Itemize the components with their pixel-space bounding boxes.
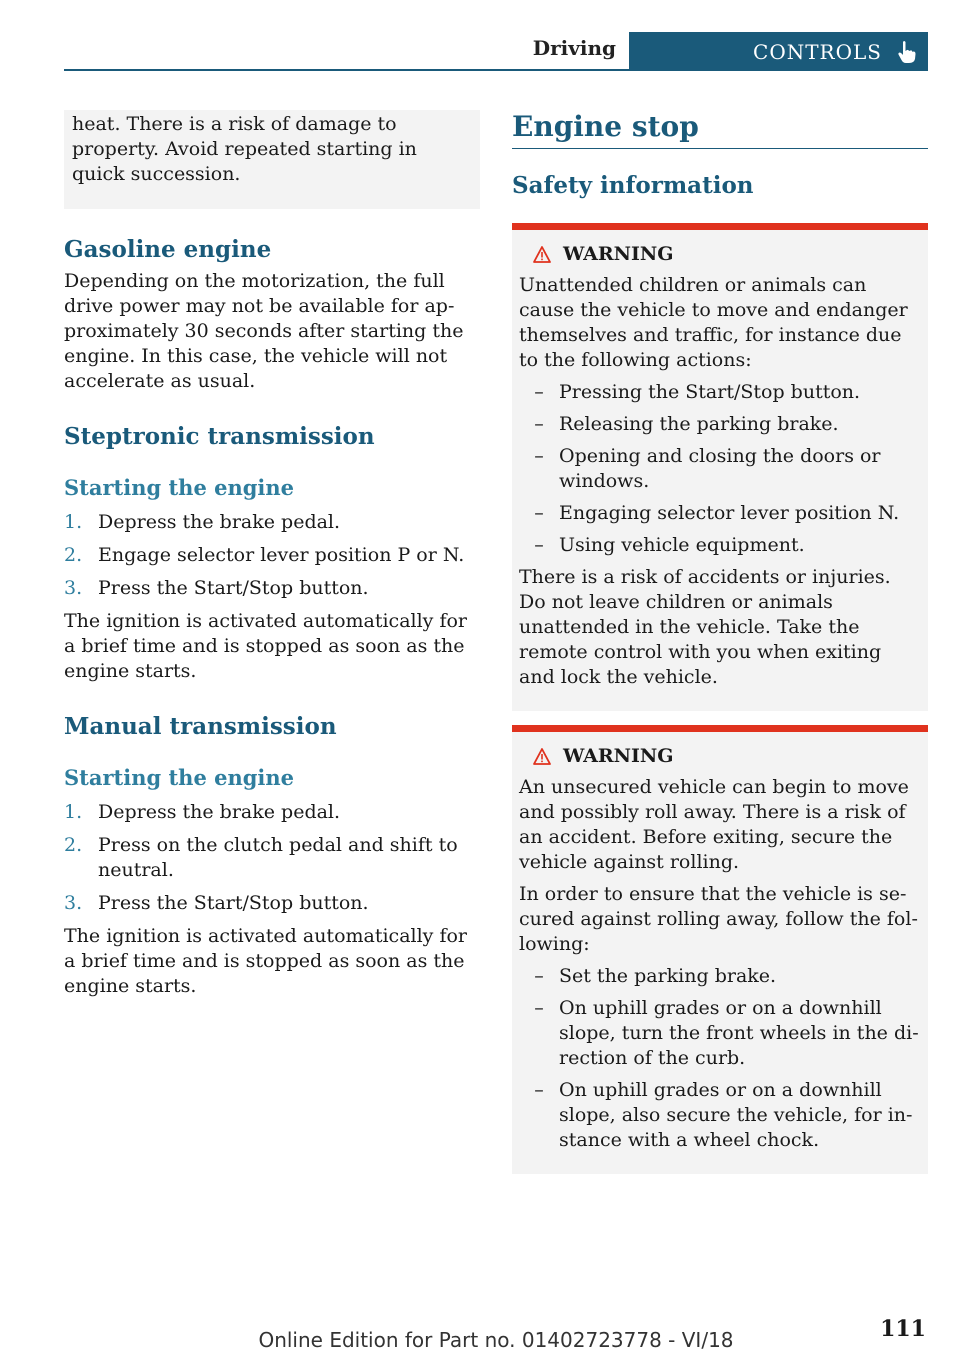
- warning-header: [519, 242, 921, 267]
- warning-list: [519, 380, 921, 558]
- warning-triangle-icon: [533, 748, 551, 765]
- steptronic-heading: Steptronic transmission: [64, 423, 375, 450]
- list-item: – Pressing the Start/Stop button.: [534, 381, 861, 403]
- list-item: – Engaging selector lever position N.: [534, 502, 900, 524]
- note-text: heat. There is a risk of damage to property. Avoid repeated starting in quick succession.: [72, 113, 417, 185]
- steptronic-after: The ignition is activated automatically for a brief time and is stopped as soon as the engine starts.: [64, 610, 468, 682]
- list-item-text: Set the parking brake.: [559, 965, 777, 987]
- manual-subheading: Starting the engine: [64, 765, 295, 790]
- warning-box: [512, 725, 928, 1174]
- warning-header: [519, 744, 921, 769]
- step-text: Press on the clutch pedal and shift to neutral.: [98, 834, 458, 881]
- steptronic-steps: [64, 510, 480, 601]
- page-title: Engine stop: [512, 110, 699, 143]
- list-item-text: On uphill grades or on a downhill slope, also secure the vehicle, for instance with a wheel chock.: [559, 1079, 913, 1151]
- warning-box: [512, 223, 928, 711]
- list-item-text: Engaging selector lever position N.: [559, 502, 900, 524]
- list-item-text: Releasing the parking brake.: [559, 413, 839, 435]
- chapter-tab: [629, 32, 928, 71]
- warning-label: WARNING: [563, 243, 674, 265]
- step-number: 1.: [64, 511, 83, 533]
- manual-after: The ignition is activated automatically for a brief time and is stopped as soon as the engine starts.: [64, 925, 468, 997]
- warning-label: WARNING: [563, 745, 674, 767]
- list-item: [64, 576, 480, 601]
- list-item: – Using vehicle equipment.: [534, 534, 805, 556]
- step-number: 2.: [64, 544, 83, 566]
- step-number: 3.: [64, 892, 83, 914]
- step-number: 1.: [64, 801, 83, 823]
- list-item: – Set the parking brake.: [534, 965, 777, 987]
- list-item-text: On uphill grades or on a downhill slope, turn the front wheels in the direction of the curb.: [559, 997, 919, 1069]
- list-item: [64, 543, 480, 568]
- step-text: Press the Start/Stop button.: [98, 892, 369, 914]
- step-number: 3.: [64, 577, 83, 599]
- warning-intro: An unsecured vehicle can begin to move and possibly roll away. There is a risk of an accident. Before exiting, secure the vehicle against rolling.: [519, 776, 909, 873]
- right-column: [512, 110, 928, 1174]
- gasoline-body: Depending on the motorization, the full drive power may not be available for approximately 30 seconds after starting the engine. In this case, the vehicle will not accelerate as usual.: [64, 270, 464, 392]
- list-item-text: Pressing the Start/Stop button.: [559, 381, 861, 403]
- manual-steps: [64, 800, 480, 916]
- section-title: Driving: [532, 36, 616, 60]
- warning-list: [519, 964, 921, 1153]
- list-item: [64, 510, 480, 535]
- warning-triangle-icon: [533, 246, 551, 263]
- list-item: [64, 833, 480, 883]
- chapter-title: CONTROLS: [753, 39, 882, 64]
- step-text: Depress the brake pedal.: [98, 511, 341, 533]
- step-text: Depress the brake pedal.: [98, 801, 341, 823]
- list-item: [64, 800, 480, 825]
- step-number: 2.: [64, 834, 83, 856]
- step-text: Press the Start/Stop button.: [98, 577, 369, 599]
- list-item: [64, 891, 480, 916]
- list-item-text: Using vehicle equipment.: [559, 534, 805, 556]
- warning-outro: There is a risk of accidents or injuries. Do not leave children or animals unattended in the vehicle. Take the remote control with you when exiting and lock the vehicle.: [519, 566, 891, 688]
- manual-heading: Manual transmission: [64, 713, 337, 740]
- steptronic-subheading: Starting the engine: [64, 475, 295, 500]
- page-number: 111: [880, 1316, 926, 1342]
- left-column: [64, 110, 480, 999]
- list-item: – On uphill grades or on a downhill slope, turn the front wheels in the direction of the curb.: [519, 996, 921, 1071]
- edition-footer: Online Edition for Part no. 01402723778 - VI/18: [258, 1328, 734, 1352]
- list-item: – Opening and closing the doors or windows.: [519, 444, 921, 494]
- list-item-text: Opening and closing the doors or windows.: [559, 445, 881, 492]
- warning-intro-2: In order to ensure that the vehicle is secured against rolling away, follow the following:: [519, 883, 918, 955]
- list-item: – Releasing the parking brake.: [534, 413, 839, 435]
- header-rule: [64, 69, 928, 71]
- step-text: Engage selector lever position P or N.: [98, 544, 465, 566]
- warning-intro: Unattended children or animals can cause the vehicle to move and endanger themselves and traffic, for instance due to the following actions:: [519, 274, 908, 371]
- hand-pointer-icon: [896, 40, 918, 64]
- safety-heading: Safety information: [512, 172, 754, 199]
- list-item: – On uphill grades or on a downhill slope, also secure the vehicle, for instance with a wheel chock.: [519, 1078, 921, 1153]
- note-box: [64, 110, 480, 209]
- gasoline-heading: Gasoline engine: [64, 236, 272, 263]
